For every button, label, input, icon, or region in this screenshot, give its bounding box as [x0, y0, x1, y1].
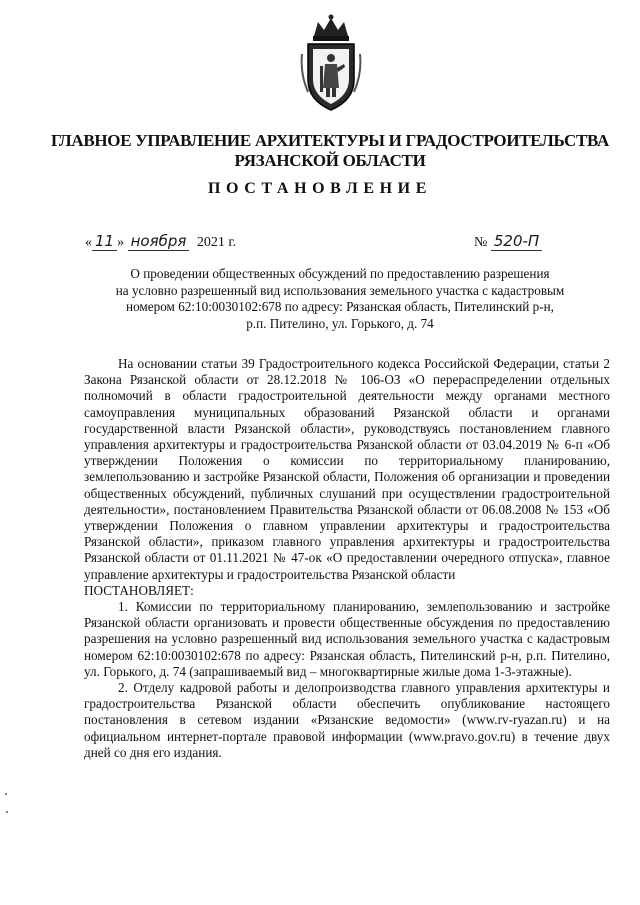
subject-line: О проведении общественных обсуждений по предоставлению разрешения [130, 266, 550, 281]
org-title-line1: ГЛАВНОЕ УПРАВЛЕНИЕ АРХИТЕКТУРЫ И ГРАДОСТРОИТЕЛЬСТВА [51, 131, 609, 150]
subject-line: на условно разрешенный вид использования земельного участка с кадастровым [115, 282, 565, 298]
date-close-quote: » [117, 235, 125, 250]
item-1-paragraph: 1. Комиссии по территориальному планированию, землепользованию и застройке Рязанской области организовать и провести общественные обсуждения по предоставлению разрешения на условно разрешенный вид использования земельного участка с кадастровым номером 62:10:0030102:678 по адресу: Рязанская область, Пителинский р-н, р.п. Пителино, ул. Горького, д. 74 (запрашиваемый вид – многоквартирные жилые дома 1-3-этажные). [84, 599, 610, 679]
date-month: ноября [128, 232, 190, 251]
number-value: 520-П [491, 232, 542, 251]
date-open-quote: « [85, 235, 92, 250]
document-number [474, 232, 542, 251]
document-body [84, 356, 610, 761]
ryazan-coat-of-arms-icon [300, 14, 362, 114]
preamble-paragraph: На основании статьи 39 Градостроительного кодекса Российской Федерации, статьи 2 Закона Рязанской области от 28.12.2018 № 106-ОЗ «О перераспределении отдельных полномочий в области градостроительной деятельности между органами местного самоуправления муниципальных образований Рязанской области и органами государственной власти Рязанской области», руководствуясь постановлением главного управления архитектуры и градостроительства Рязанской области от 03.04.2019 № 6-п «Об утверждении Положения о комиссии по территориальному планированию, землепользованию и застройке Рязанской области, Положения об организации и проведении общественных обсуждений, публичных слушаний при осуществлении градостроительной деятельности», постановлением Правительства Рязанской области от 06.08.2008 № 153 «Об утверждении Положения о главном управлении архитектуры и градостроительства Рязанской области», приказом главного управления архитектуры и градостроительства Рязанской области от 01.11.2021 № 47-ок «О предоставлении очередного отпуска», главное управление архитектуры и градостроительства Рязанской области [84, 356, 610, 582]
subject-line: р.п. Пителино, ул. Горького, д. 74 [246, 315, 434, 331]
document-subject [70, 266, 610, 332]
date-year: 2021 г. [196, 235, 237, 250]
subject-line: номером 62:10:0030102:678 по адресу: Рязанская область, Пителинский р-н, [126, 299, 554, 314]
item-2-paragraph: 2. Отделу кадровой работы и делопроизводства главного управления архитектуры и градостроительства Рязанской области обеспечить опубликование настоящего постановления в сетевом издании «Рязанские ведомости» (www.rv-ryazan.ru) и на официальном интернет-портале правовой информации (www.pravo.gov.ru) в течение двух дней со дня его издания. [84, 680, 610, 760]
org-title-line2: РЯЗАНСКОЙ ОБЛАСТИ [234, 151, 426, 170]
scan-speck [6, 811, 8, 813]
decree-word: ПОСТАНОВЛЯЕТ: [84, 582, 194, 598]
date-day: 11 [92, 232, 117, 251]
scan-speck [5, 793, 7, 795]
document-type-title: ПОСТАНОВЛЕНИЕ [208, 180, 432, 197]
document-date [85, 232, 236, 251]
number-label: № [474, 235, 488, 250]
